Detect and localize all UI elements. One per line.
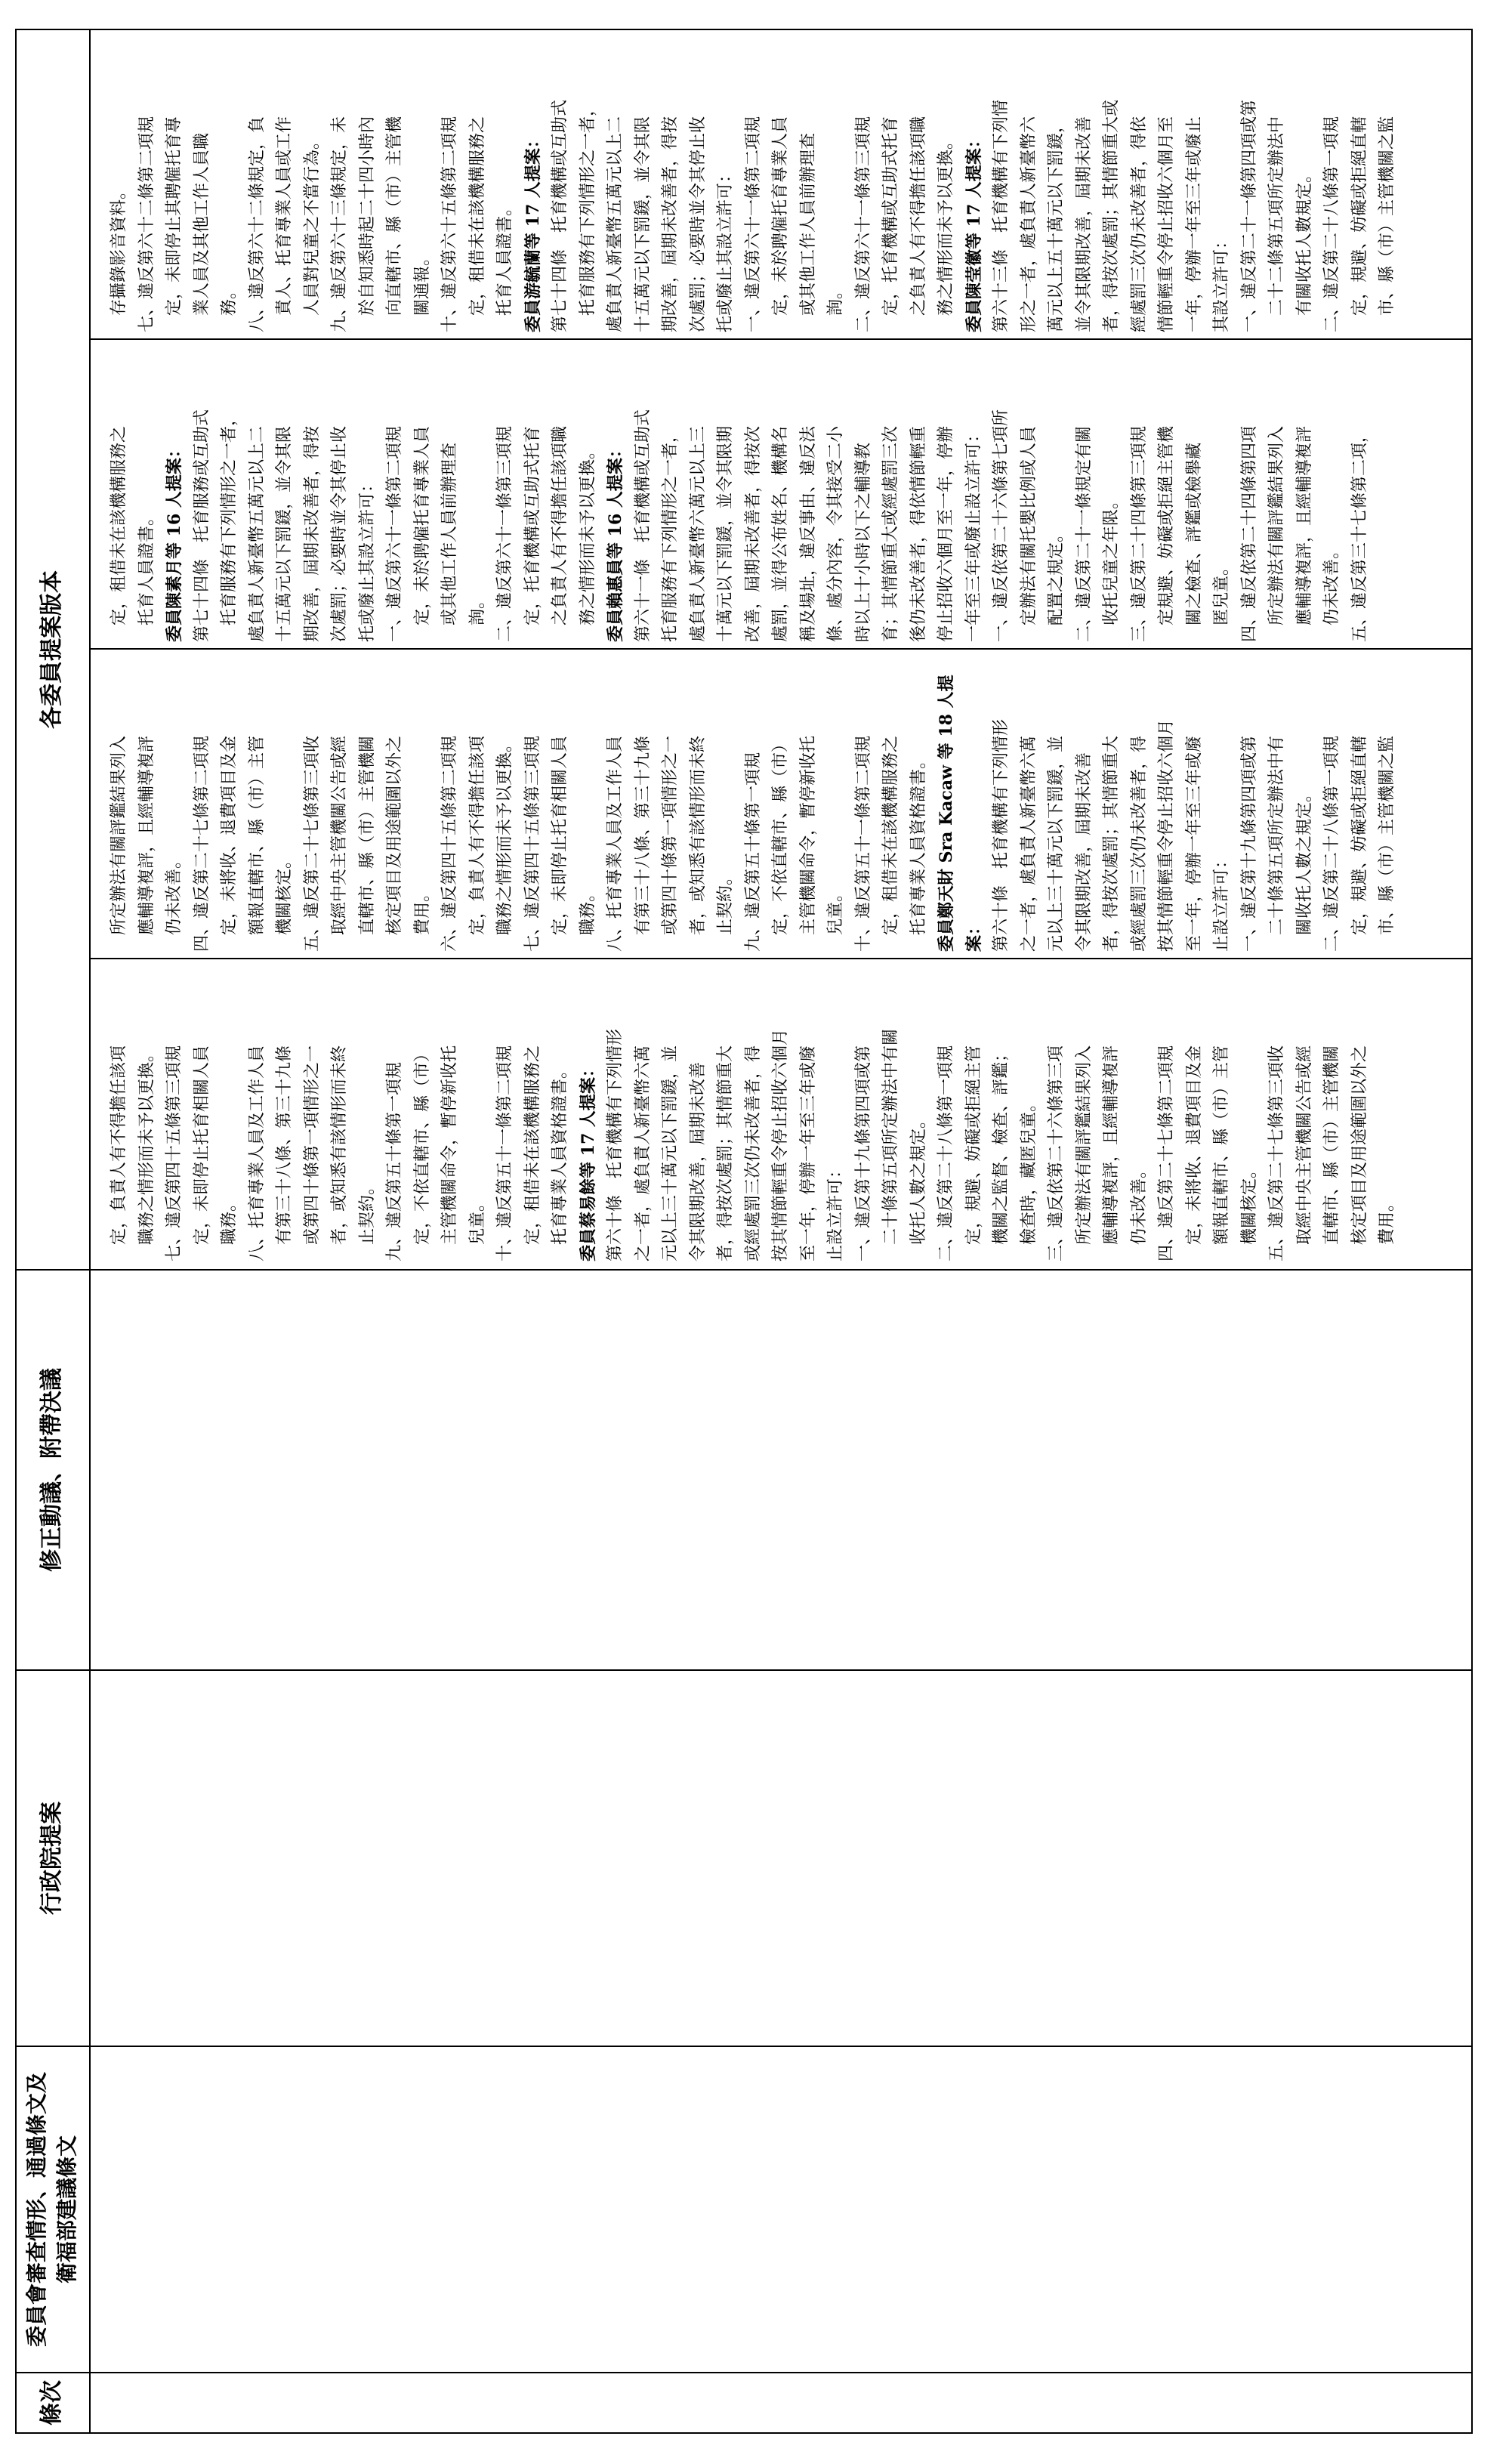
proposal-line: 收托兒童之年限。 — [1102, 492, 1121, 642]
proposal-line: 務之情形而未予以更換。 — [937, 132, 955, 332]
proposal-line: 定，規避、妨礙或拒絕主管 — [964, 1045, 983, 1261]
proposal-line: 四、違反依第二十四條第四項 — [1239, 425, 1259, 642]
proposal-line: 托育專業人員資格證書。 — [551, 1061, 569, 1261]
proposal-line: 四、違反第二十七條第二項規 — [192, 735, 211, 952]
proposal-line: 二、違反第六十一條第三項規 — [853, 116, 873, 332]
proposal-line: 二、違反第二十八條第一項規 — [1322, 735, 1341, 952]
proposal-line: 機關核定。 — [275, 851, 294, 952]
header-committee-label: 委員會審查情形、通過條文及衛福部建議條文 — [24, 2072, 79, 2348]
proposal-line: 第七十四條 托育機構或互助式 — [551, 99, 569, 332]
proposal-line: 業人員及其他工作人員職 — [192, 132, 211, 332]
proposal-line: 七、違反第四十五條第三項規 — [165, 1045, 184, 1261]
proposal-line: 定，未將收、退費項目及金 — [1184, 1045, 1204, 1261]
header-committee — [15, 2047, 89, 2372]
proposal-line: 機關核定。 — [1239, 1161, 1259, 1261]
proposal-line: 直轄市、縣（市）主管機關 — [1322, 1045, 1341, 1261]
proposal-line: 一、違反第六十一條第二項規 — [743, 116, 763, 332]
members-column-1 — [106, 964, 1465, 1261]
proposal-line: 職務之情形而未予以更換。 — [495, 735, 514, 952]
proposal-line: 主管機關命令，暫停新收托 — [798, 735, 818, 952]
proposal-line: 條、處分內容，令其接受二小 — [826, 425, 845, 642]
proposal-line: 二、違反第二十八條第一項規 — [1322, 116, 1341, 332]
proposal-line: 關之檢查、評鑑或檢舉藏 — [1184, 442, 1204, 642]
members-divider-2 — [89, 648, 1473, 650]
proposal-line: 二、違反第二十一條規定有關 — [1074, 425, 1094, 642]
proposal-line: 二十二條第五項所定辦法中 — [1267, 116, 1286, 332]
proposal-line: 定，未將收、退費項目及金 — [220, 735, 239, 952]
proposal-line: 元以上三十萬元以下罰鍰，並 — [1047, 735, 1066, 952]
proposal-line: 二十條第五項所定辦法中有關 — [881, 1028, 900, 1261]
proposal-line: 或第四十條第一項情形之一 — [661, 735, 680, 952]
proposal-line: 核定項目及用途範圍以外之 — [1350, 1045, 1369, 1261]
proposal-line: 十五萬元以下罰鍰，並令其限 — [275, 425, 294, 642]
proposal-line: 詢。 — [826, 282, 845, 332]
proposal-line: 職務。 — [578, 885, 597, 952]
proposal-line: 托或廢止其設立許可： — [716, 165, 735, 332]
proposal-line: 托育人員證書。 — [137, 508, 156, 642]
proposal-line: 二、違反第二十八條第一項規 — [937, 1045, 955, 1261]
proposal-line: 向直轄市、縣（市）主管機 — [385, 116, 404, 332]
proposal-heading: 委員賴惠員等 16 人提案： — [606, 441, 625, 642]
proposal-line: 有第三十八條、第三十九條 — [633, 735, 653, 952]
proposal-line: 一年，停辦一年至三年或廢止 — [1184, 116, 1204, 332]
proposal-line: 定，托育機構或互助式托育 — [523, 425, 542, 642]
proposal-line: 所定辦法有關評鑑結果列入 — [110, 735, 128, 952]
proposal-line: 托育服務有下列情形之一者， — [578, 99, 597, 332]
proposal-line: 七、違反第六十二條第二項規 — [137, 116, 156, 332]
proposal-line: 育；其情節重大或經處罰三次 — [881, 425, 900, 642]
proposal-line: 定，規避、妨礙或拒絕直轄 — [1350, 735, 1369, 952]
proposal-line: 兒童。 — [826, 885, 845, 952]
proposal-line: 止契約。 — [357, 1178, 377, 1261]
members-divider-3 — [89, 338, 1473, 340]
proposal-line: 托或廢止其設立許可： — [357, 475, 377, 642]
proposal-line: 定，不依直轄市、縣（市） — [771, 735, 790, 952]
proposal-line: 職務。 — [220, 1194, 239, 1261]
members-column-2 — [106, 654, 1465, 952]
proposal-line: 六、違反第四十五條第二項規 — [440, 735, 459, 952]
proposal-line: 定，未於聘僱托育專業人員 — [771, 116, 790, 332]
proposal-line: 按其情節輕重令停止招收六個月 — [1157, 718, 1176, 952]
proposal-line: 定，規避、妨礙或拒絕直轄 — [1350, 116, 1369, 332]
proposal-line: 定，租借未在該機構服務之 — [110, 425, 128, 642]
proposal-line: 十萬元以下罰鍰，並令其限期 — [716, 425, 735, 642]
proposal-line: 一年至三年或廢止設立許可： — [964, 425, 983, 642]
proposal-line: 八、違反第六十二條規定，負 — [247, 116, 267, 332]
proposal-line: 仍未改善。 — [1322, 542, 1341, 642]
proposal-line: 仍未改善。 — [1129, 1161, 1149, 1261]
proposal-line: 形之一者，處負責人新臺幣六 — [1019, 116, 1038, 332]
proposal-line: 五、違反第三十七條第二項， — [1350, 425, 1369, 642]
proposal-line: 主管機關命令，暫停新收托 — [440, 1045, 459, 1261]
proposal-heading: 委員鄭天財 Sra Kacaw 等 18 人提 — [937, 675, 956, 952]
members-column-4 — [106, 35, 1465, 332]
proposal-line: 次處罰；必要時並令其停止收 — [688, 116, 708, 332]
proposal-line: 應輔導複評，且經輔導複評 — [1102, 1045, 1121, 1261]
proposal-line: 至一年，停辦一年至三年或廢 — [798, 1045, 818, 1261]
proposal-line: 處負責人新臺幣五萬元以上二 — [247, 425, 267, 642]
proposal-heading: 案： — [964, 918, 984, 952]
proposal-line: 稱及場址，違反事由、違反法 — [798, 425, 818, 642]
proposal-line: 定，未即停止托育相關人員 — [551, 735, 569, 952]
proposal-line: 第六十一條 托育機構或互助式 — [633, 409, 653, 642]
proposal-line: 定，負責人有不得擔任該項 — [110, 1045, 128, 1261]
proposal-line: 止契約。 — [716, 868, 735, 952]
proposal-line: 萬元以上五十萬元以下罰鍰， — [1047, 116, 1066, 332]
proposal-line: 配置之規定。 — [1047, 525, 1066, 642]
proposal-line: 三、違反依第二十六條第三項 — [1047, 1045, 1066, 1261]
proposal-line: 一、違反第二十一條第四項或第 — [1239, 99, 1259, 332]
col-divider-4 — [15, 1269, 1473, 1271]
proposal-line: 務之情形而未予以更換。 — [578, 442, 597, 642]
header-members — [15, 30, 89, 1269]
proposal-line: 改善，屆期未改善者，得按次 — [743, 425, 763, 642]
proposal-line: 次處罰；必要時並令其停止收 — [330, 425, 349, 642]
proposal-line: 者，得按次處罰；其情節重大 — [716, 1045, 735, 1261]
header-amendment-label: 修正動議、附帶決議 — [39, 1368, 65, 1572]
proposal-line: 之一者，處負責人新臺幣六萬 — [1019, 735, 1038, 952]
proposal-line: 後仍未改善者，得依情節輕重 — [909, 425, 928, 642]
proposal-line: 二十條第五項所定辦法中有 — [1267, 735, 1286, 952]
proposal-line: 五、違反第二十七條第三項收 — [302, 735, 322, 952]
proposal-line: 關收托人數之規定。 — [1295, 785, 1314, 952]
proposal-line: 止設立許可： — [1212, 851, 1231, 952]
proposal-line: 機關之監督、檢查、評鑑； — [992, 1045, 1011, 1261]
proposal-line: 托育專業人員資格證書。 — [909, 752, 928, 952]
proposal-line: 額報直轄市、縣（市）主管 — [247, 735, 267, 952]
header-article — [15, 2373, 89, 2432]
proposal-line: 七、違反第四十五條第三項規 — [523, 735, 542, 952]
col-divider-3 — [15, 1669, 1473, 1671]
proposal-line: 經處罰三次仍未改善者，得依 — [1129, 116, 1149, 332]
members-column-3 — [106, 344, 1465, 642]
proposal-line: 仍未改善。 — [165, 851, 184, 952]
proposal-line: 九、違反第六十三條規定，未 — [330, 116, 349, 332]
proposal-line: 九、違反第五十條第一項規 — [743, 752, 763, 952]
proposal-line: 一、違反第十九條第四項或第 — [1239, 735, 1259, 952]
proposal-line: 額報直轄市、縣（市）主管 — [1212, 1045, 1231, 1261]
proposal-line: 一、違反第十九條第四項或第 — [853, 1045, 873, 1261]
proposal-line: 市、縣（市）主管機關之監 — [1378, 116, 1396, 332]
proposal-line: 檢查時，藏匿兒童。 — [1019, 1095, 1038, 1261]
proposal-line: 市、縣（市）主管機關之監 — [1378, 735, 1396, 952]
proposal-line: 定規避、妨礙或拒絕主管機 — [1157, 425, 1176, 642]
proposal-line: 十、違反第六十五條第二項規 — [440, 116, 459, 332]
proposal-heading: 委員陳素月等 16 人提案： — [165, 441, 184, 642]
proposal-line: 收托人數之規定。 — [909, 1111, 928, 1261]
proposal-line: 存攝錄影音資料。 — [110, 182, 128, 332]
proposal-line: 第七十四條 托育服務或互助式 — [192, 409, 211, 642]
proposal-line: 定，租借未在該機構服務之 — [468, 116, 487, 332]
proposal-line: 有關收托人數規定。 — [1295, 165, 1314, 332]
proposal-line: 或其他工作人員前辦理查 — [440, 442, 459, 642]
proposal-line: 十、違反第五十一條第二項規 — [495, 1045, 514, 1261]
proposal-line: 九、違反第五十條第一項規 — [385, 1061, 404, 1261]
proposal-line: 定，托育機構或互助式托育 — [881, 116, 900, 332]
proposal-line: 定，未於聘僱托育專業人員 — [412, 425, 432, 642]
proposal-line: 止設立許可： — [826, 1161, 845, 1261]
proposal-line: 元以上三十萬元以下罰鍰，並 — [661, 1045, 680, 1261]
proposal-line: 一、違反第六十一條第二項規 — [385, 425, 404, 642]
proposal-line: 應輔導複評，且經輔導複評 — [1295, 425, 1314, 642]
proposal-line: 令其限期改善，屆期未改善 — [688, 1061, 708, 1261]
proposal-line: 處罰，並得公布姓名、機構名 — [771, 425, 790, 642]
members-divider-1 — [89, 958, 1473, 959]
proposal-line: 者，得按次處罰；其情節重大或 — [1102, 99, 1121, 332]
proposal-line: 時以上十小時以下之輔導教 — [853, 442, 873, 642]
header-bottom-border — [89, 30, 91, 2434]
proposal-line: 取經中央主管機關公告或經 — [330, 735, 349, 952]
proposal-line: 定，未即停止其聘僱托育專 — [165, 116, 184, 332]
proposal-line: 或經處罰三次仍未改善者，得 — [1129, 735, 1149, 952]
proposal-line: 二、違反第六十一條第三項規 — [495, 425, 514, 642]
proposal-line: 於自知悉時起二十四小時內 — [357, 116, 377, 332]
proposal-line: 或其他工作人員前辦理查 — [798, 132, 818, 332]
col-divider-1 — [15, 2372, 1473, 2373]
proposal-line: 五、違反第二十七條第三項收 — [1267, 1045, 1286, 1261]
proposal-line: 其設立許可： — [1212, 232, 1231, 332]
header-amendment — [15, 1271, 89, 1669]
proposal-line: 第六十三條 托育機構有下列情 — [992, 99, 1011, 332]
proposal-line: 之一者，處負責人新臺幣六萬 — [633, 1045, 653, 1261]
proposal-line: 者，或知悉有該情形而未終 — [688, 735, 708, 952]
proposal-line: 費用。 — [412, 885, 432, 952]
proposal-heading: 委員陳莹徽等 17 人提案： — [964, 131, 984, 332]
header-executive-label: 行政院提案 — [39, 1802, 65, 1915]
proposal-line: 費用。 — [1378, 1194, 1396, 1261]
proposal-line: 期改善，屆期未改善者，得按 — [661, 116, 680, 332]
proposal-line: 停止招收六個月至一年，停辦 — [937, 425, 955, 642]
proposal-line: 核定項目及用途範圍以外之 — [385, 735, 404, 952]
proposal-line: 四、違反第二十七條第二項規 — [1157, 1045, 1176, 1261]
proposal-line: 定，租借未在該機構服務之 — [523, 1045, 542, 1261]
proposal-line: 八、托育專業人員及工作人員 — [247, 1045, 267, 1261]
proposal-line: 定，未即停止托育相關人員 — [192, 1045, 211, 1261]
proposal-line: 處負責人新臺幣五萬元以上二 — [606, 116, 625, 332]
table-bottom-border — [1471, 30, 1473, 2434]
table-left-border — [15, 2432, 1473, 2434]
proposal-line: 職務之情形而未予以更換。 — [137, 1045, 156, 1261]
proposal-line: 應輔導複評，且經輔導複評 — [137, 735, 156, 952]
proposal-line: 一、違反依第二十六條第七項所 — [992, 409, 1011, 642]
proposal-line: 情節輕重令停止招收六個月至 — [1157, 116, 1176, 332]
proposal-line: 直轄市、縣（市）主管機關 — [357, 735, 377, 952]
proposal-line: 十、違反第五十一條第二項規 — [853, 735, 873, 952]
proposal-line: 之負責人有不得擔任該項職 — [551, 425, 569, 642]
proposal-line: 者，或知悉有該情形而未終 — [330, 1045, 349, 1261]
proposal-line: 第六十條 托育機構有下列情形 — [992, 718, 1011, 952]
proposal-line: 托育人員證書。 — [495, 199, 514, 332]
header-executive — [15, 1671, 89, 2046]
proposal-line: 取經中央主管機關公告或經 — [1295, 1045, 1314, 1261]
proposal-line: 三、違反第二十四條第三項規 — [1129, 425, 1149, 642]
proposal-line: 所定辦法有關評鑑結果列入 — [1074, 1045, 1094, 1261]
proposal-line: 務。 — [220, 282, 239, 332]
proposal-line: 處負責人新臺幣六萬元以上三 — [688, 425, 708, 642]
proposal-line: 有第三十八條、第三十九條 — [275, 1045, 294, 1261]
proposal-heading: 委員游毓蘭等 17 人提案： — [523, 131, 543, 332]
col-divider-2 — [15, 2046, 1473, 2047]
proposal-line: 關通報。 — [412, 249, 432, 332]
proposal-line: 期改善，屆期未改善者，得按 — [302, 425, 322, 642]
proposal-line: 責人、托育專業人員或工作 — [275, 116, 294, 332]
proposal-line: 人員對兒童之不當行為。 — [302, 132, 322, 332]
header-article-label: 條次 — [39, 2380, 65, 2425]
proposal-line: 或第四十條第一項情形之一 — [302, 1045, 322, 1261]
table-right-border — [15, 29, 1473, 30]
proposal-line: 十五萬元以下罰鍰，並令其限 — [633, 116, 653, 332]
header-members-label: 各委員提案版本 — [39, 570, 65, 729]
proposal-line: 按其情節輕重令停止招收六個月 — [771, 1028, 790, 1261]
proposal-line: 匿兒童。 — [1212, 558, 1231, 642]
proposal-line: 至一年，停辦一年至三年或廢 — [1184, 735, 1204, 952]
proposal-heading: 委員蔡易餘等 17 人提案： — [578, 1061, 598, 1261]
proposal-line: 八、托育專業人員及工作人員 — [606, 735, 625, 952]
proposal-line: 托育服務有下列情形之一者， — [661, 425, 680, 642]
proposal-line: 詢。 — [468, 591, 487, 642]
proposal-line: 定，租借未在該機構服務之 — [881, 735, 900, 952]
proposal-line: 所定辦法有關評鑑結果列入 — [1267, 425, 1286, 642]
proposal-line: 者，得按次處罰；其情節重大 — [1102, 735, 1121, 952]
proposal-line: 並令其限期改善，屆期未改善 — [1074, 116, 1094, 332]
proposal-line: 第六十條 托育機構有下列情形 — [606, 1028, 625, 1261]
proposal-line: 令其限期改善，屆期未改善 — [1074, 752, 1094, 952]
proposal-line: 定，負責人有不得擔任該項 — [468, 735, 487, 952]
proposal-line: 定辦法有關托嬰比例或人員 — [1019, 425, 1038, 642]
proposal-line: 或經處罰三次仍未改善者，得 — [743, 1045, 763, 1261]
proposal-line: 兒童。 — [468, 1194, 487, 1261]
proposal-line: 定，不依直轄市、縣（市） — [412, 1045, 432, 1261]
proposal-line: 之負責人有不得擔任該項職 — [909, 116, 928, 332]
proposal-line: 托育服務有下列情形之一者， — [220, 409, 239, 642]
